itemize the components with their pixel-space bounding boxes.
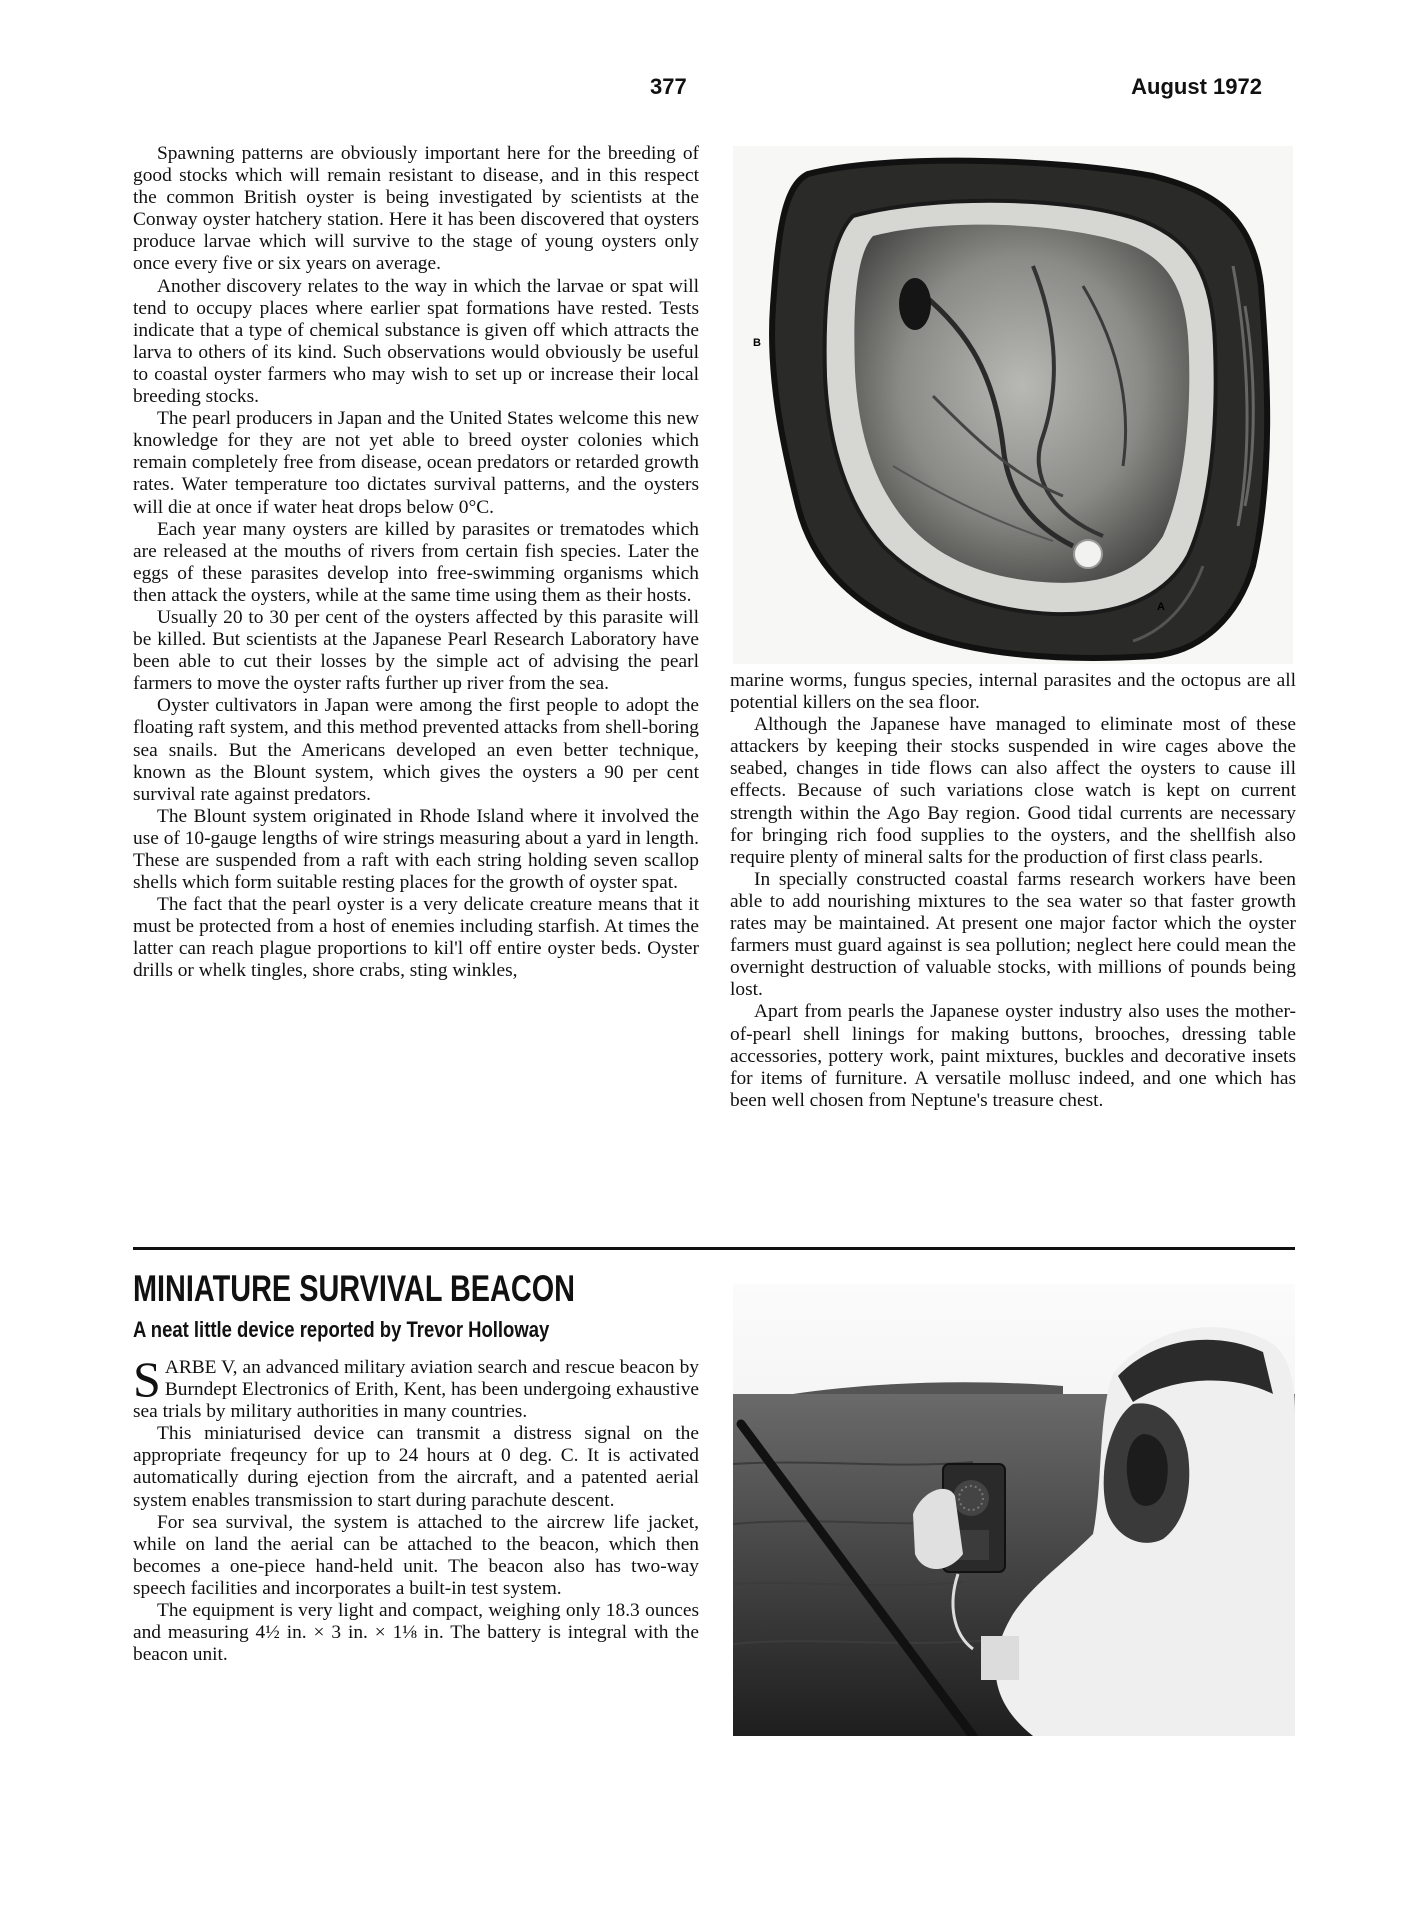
beacon-article-column bbox=[133, 1351, 699, 1666]
beacon-headline: MINIATURE SURVIVAL BEACON bbox=[133, 1268, 576, 1309]
paragraph-text: ARBE V, an advanced military aviation search and rescue beacon by Burndept Electronics of Erith, Kent, has been undergoing exhaustive sea trials by military authorities in many countries. bbox=[133, 1357, 699, 1423]
paragraph bbox=[133, 1351, 699, 1423]
beacon-photo bbox=[733, 1284, 1295, 1736]
paragraph: For sea survival, the system is attached to the aircrew life jacket, while on land the aerial can be attached to the beacon, which then becomes a one-piece hand-held unit. The beacon also has two-way speech facilities and incorporates a built-in test system. bbox=[133, 1511, 699, 1599]
paragraph: Each year many oysters are killed by parasites or trematodes which are released at the mouths of rivers from certain fish species. Later the eggs of these parasites develop into free-swimming organisms which then attack the oysters, while at the same time using them as their hosts. bbox=[133, 518, 699, 606]
section-divider bbox=[133, 1247, 1295, 1250]
oyster-article-left-column bbox=[133, 143, 699, 983]
paragraph: The equipment is very light and compact, weighing only 18.3 ounces and measuring 4½ in. × 3 in. × 1⅛ in. The battery is integral with the beacon unit. bbox=[133, 1600, 699, 1666]
beacon-illustration bbox=[733, 1284, 1295, 1736]
paragraph: Although the Japanese have managed to eliminate most of these attackers by keeping their stocks suspended in wire cages above the seabed, changes in tide flows can also affect the oysters to cause ill effects. Because of such variations close watch is kept on current strength within the Ago Bay region. Good tidal currents are necessary for bringing rich food supplies to the oysters, and the shellfish also require plenty of mineral salts for the production of first class pearls. bbox=[730, 714, 1296, 868]
beacon-byline: A neat little device reported by Trevor Holloway bbox=[133, 1317, 550, 1342]
paragraph: The Blount system originated in Rhode Island where it involved the use of 10-gauge lengths of wire strings measuring about a yard in length. These are suspended from a raft with each string holding seven scallop shells which form suitable resting places for the growth of oyster spat. bbox=[133, 805, 699, 894]
oyster-photo bbox=[733, 146, 1293, 664]
paragraph: Usually 20 to 30 per cent of the oysters affected by this parasite will be killed. But scientists at the Japanese Pearl Research Laboratory have been able to cut their losses by the simple act of advising the pearl farmers to move the oyster rafts further up river from the sea. bbox=[133, 606, 699, 695]
paragraph: marine worms, fungus species, internal parasites and the octopus are all potential killers on the sea floor. bbox=[730, 670, 1296, 714]
paragraph: In specially constructed coastal farms research workers have been able to add nourishing mixtures to the sea water so that faster growth rates may be maintained. At present one major factor which the oyster farmers must guard against is sea pollution; neglect here could mean the overnight destruction of valuable stocks, with millions of pounds being lost. bbox=[730, 868, 1296, 1001]
page-number: 377 bbox=[650, 74, 687, 99]
paragraph: The fact that the pearl oyster is a very delicate creature means that it must be protected from a host of enemies including starfish. At times the latter can reach plague proportions to kil'l off entire oyster beds. Oyster drills or whelk tingles, shore crabs, sting winkles, bbox=[133, 894, 699, 982]
paragraph: The pearl producers in Japan and the United States welcome this new knowledge for they are not yet able to breed oyster colonies which remain completely free from disease, ocean predators or retarded growth rates. Water temperature too dictates survival patterns, and the oysters will die at once if water heat drops below 0°C. bbox=[133, 408, 699, 518]
oyster-article-right-column bbox=[730, 670, 1296, 1112]
figure-label-b: B bbox=[753, 337, 761, 349]
paragraph: Oyster cultivators in Japan were among the first people to adopt the floating raft system, and this method prevented attacks from shell-boring sea snails. But the Americans developed an even better technique, known as the Blount system, which gives the oysters a 90 per cent survival rate against predators. bbox=[133, 695, 699, 805]
paragraph: This miniaturised device can transmit a distress signal on the appropriate freqeuncy for up to 24 hours at 0 deg. C. It is activated automatically during ejection from the aircraft, and a patented aerial system enables transmission to start during parachute descent. bbox=[133, 1423, 699, 1511]
drop-cap: S bbox=[133, 1351, 161, 1407]
issue-date: August 1972 bbox=[1131, 74, 1262, 99]
figure-label-a: A bbox=[1157, 601, 1165, 613]
paragraph: Apart from pearls the Japanese oyster industry also uses the mother-of-pearl shell linings for making buttons, brooches, dressing table accessories, pottery work, paint mixtures, buckles and decorative insets for items of furniture. A versatile mollusc indeed, and one which has been well chosen from Neptune's treasure chest. bbox=[730, 1001, 1296, 1111]
paragraph: Another discovery relates to the way in which the larvae or spat will tend to occupy places where earlier spat formations have rested. Tests indicate that a type of chemical substance is given off which attracts the larva to others of its kind. Such observations would obviously be useful to coastal oyster farmers who may wish to set up or increase their local breeding stocks. bbox=[133, 275, 699, 408]
paragraph: Spawning patterns are obviously important here for the breeding of good stocks which will remain resistant to disease, and in this respect the common British oyster is being investigated by scientists at the Conway oyster hatchery station. Here it has been discovered that oysters produce larvae which will survive to the stage of young oysters only once every five or six years on average. bbox=[133, 143, 699, 275]
oyster-illustration bbox=[733, 146, 1293, 664]
